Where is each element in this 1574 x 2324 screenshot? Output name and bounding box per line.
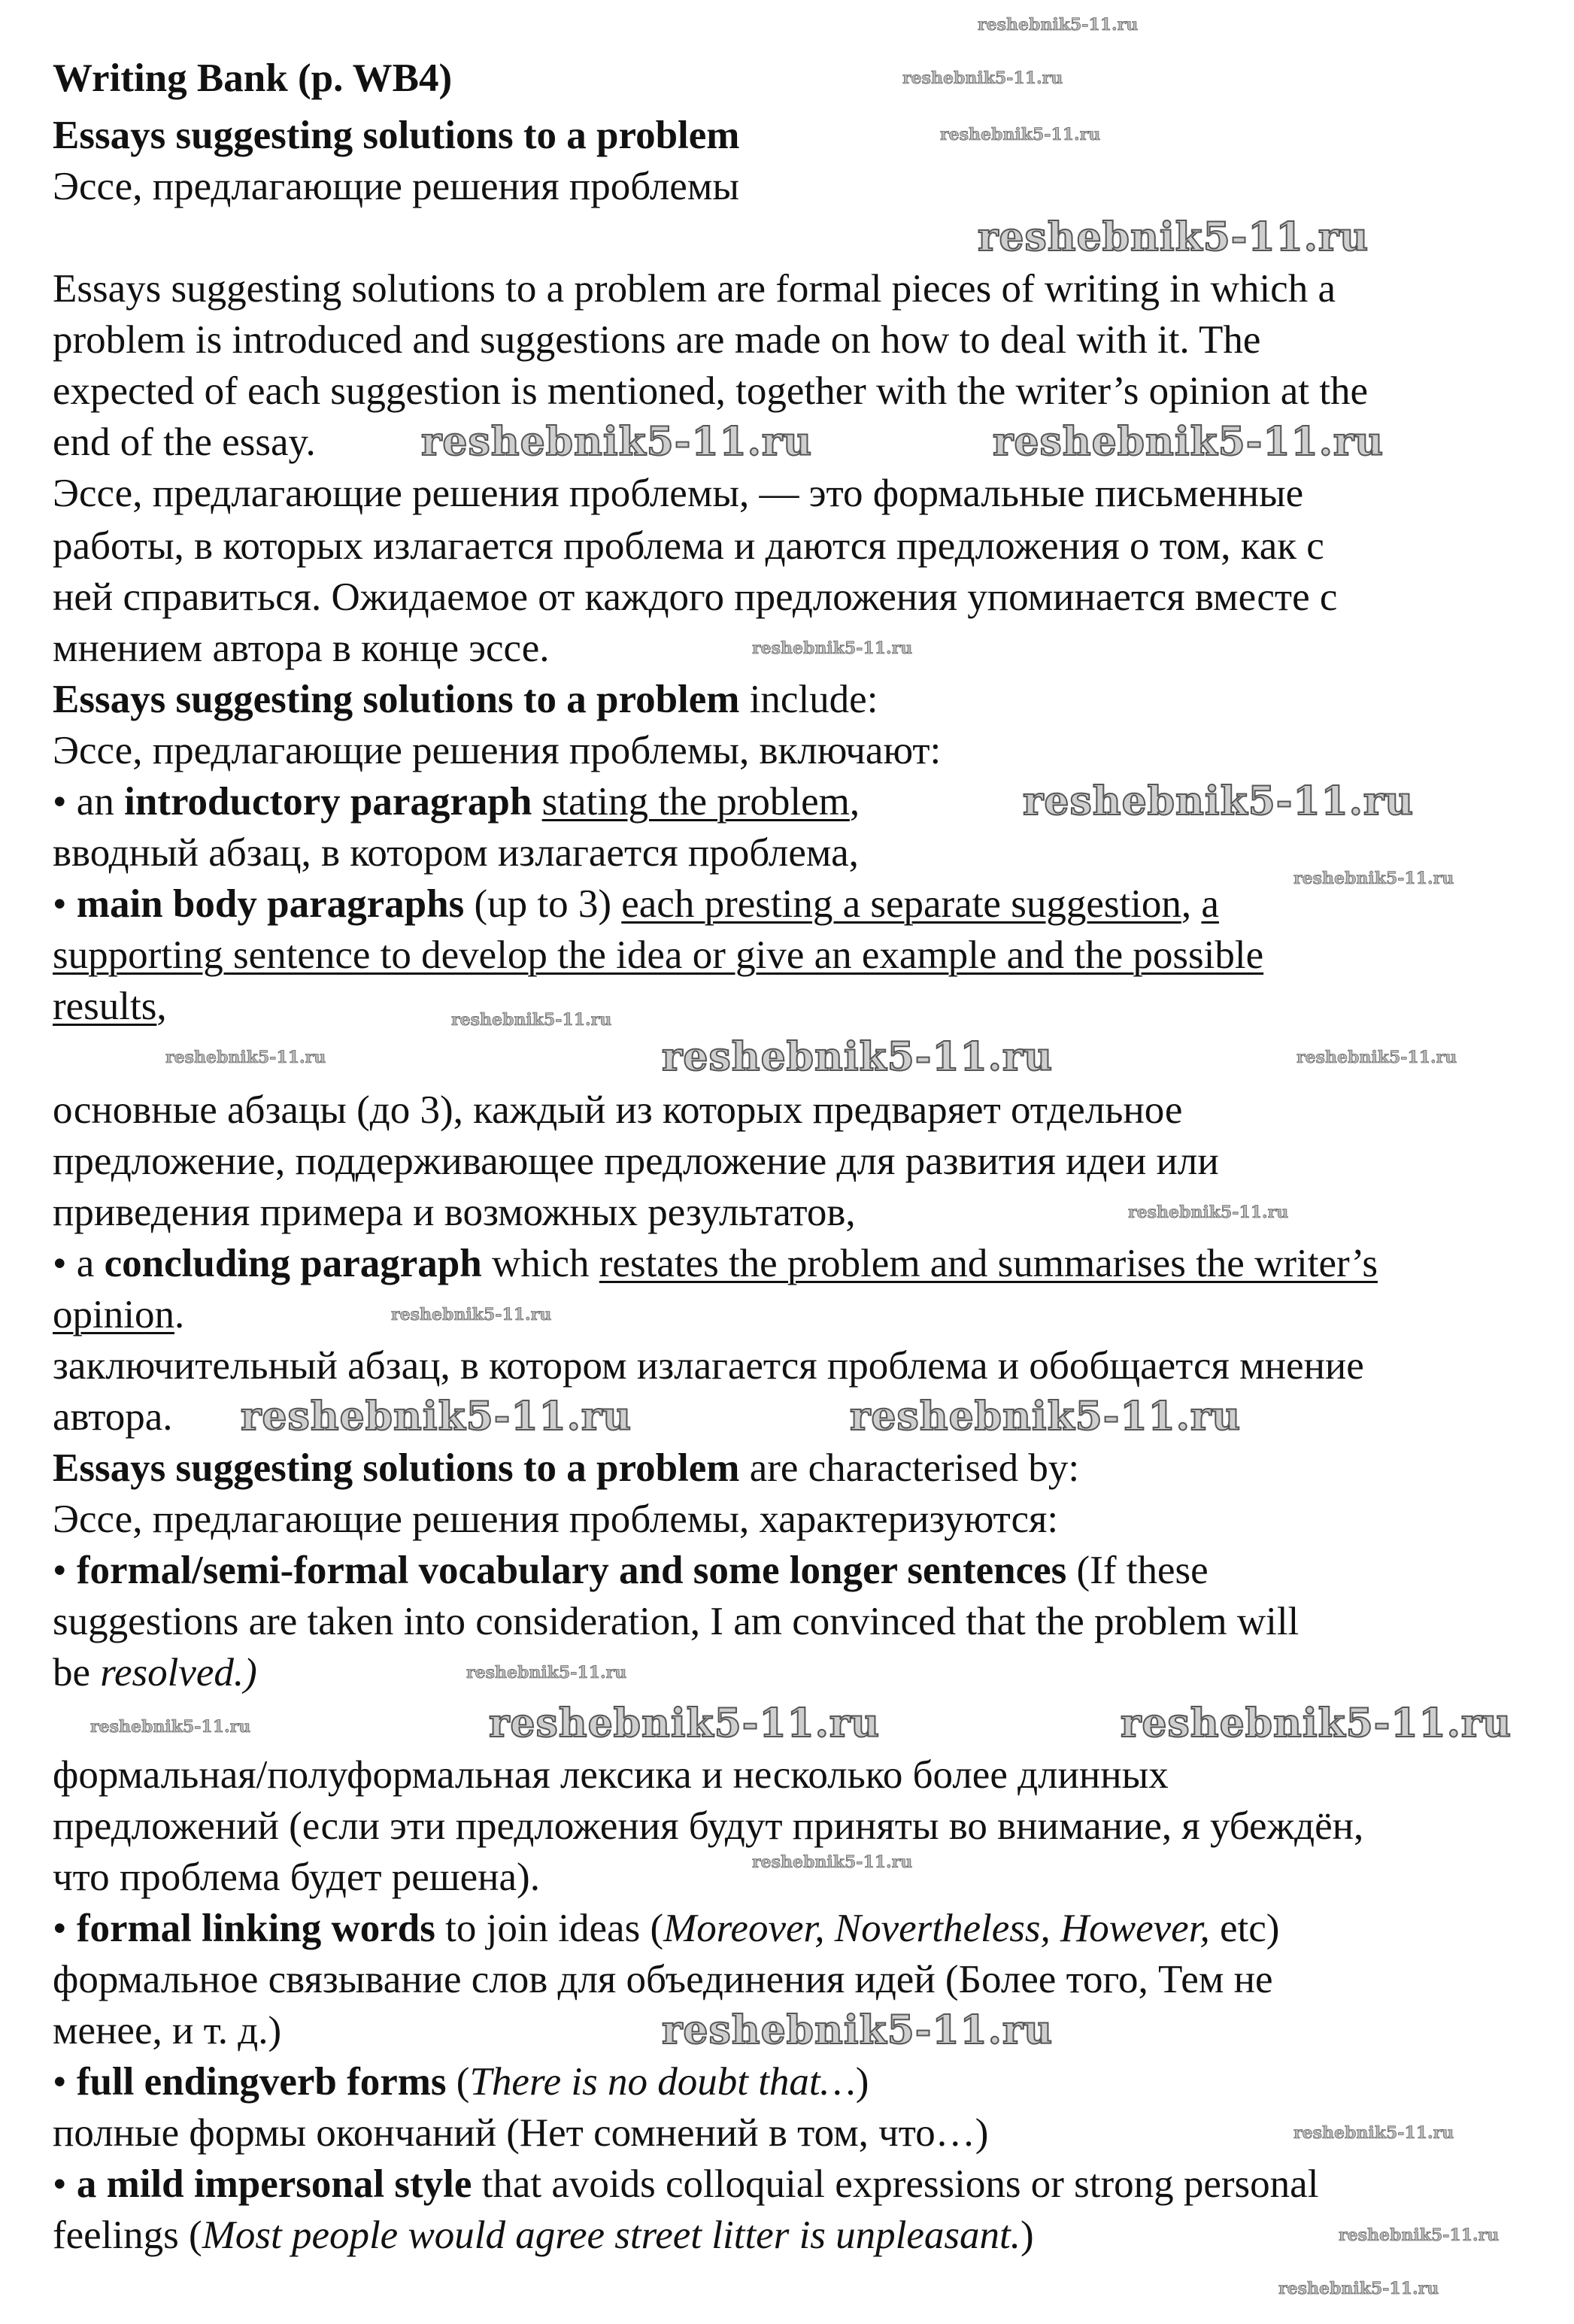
text-segment: (If these	[1066, 1549, 1209, 1592]
text-line	[53, 1647, 257, 1698]
watermark: reshebnik5-11.ru	[662, 1034, 1054, 1080]
bold-term: Essays suggesting solutions to a problem	[53, 114, 740, 157]
text-segment: вводный абзац, в котором излагается проблема,	[53, 831, 859, 875]
italic-example: Moreover, Novertheless, However,	[663, 1907, 1210, 1950]
text-line	[53, 1289, 184, 1340]
text-line	[53, 520, 1324, 572]
text-line	[53, 1801, 1363, 1852]
italic-example: There is no doubt that…	[469, 2060, 856, 2104]
text-segment: автора.	[53, 1395, 173, 1439]
watermark: reshebnik5-11.ru	[421, 419, 813, 465]
text-segment: •	[53, 882, 77, 926]
watermark: reshebnik5-11.ru	[752, 1852, 913, 1872]
text-line	[53, 2159, 1318, 2210]
watermark: reshebnik5-11.ru	[90, 1717, 251, 1737]
text-segment: менее, и т. д.)	[53, 2009, 282, 2052]
text-line	[53, 1903, 1279, 1954]
text-line	[53, 1238, 1378, 1289]
underlined-text: results	[53, 985, 157, 1028]
watermark: reshebnik5-11.ru	[489, 1701, 881, 1746]
text-line	[53, 930, 1263, 981]
text-line	[53, 2210, 1034, 2261]
text-segment: )	[855, 2060, 869, 2104]
watermark: reshebnik5-11.ru	[1278, 2279, 1439, 2298]
watermark: reshebnik5-11.ru	[451, 1010, 612, 1030]
text-line	[53, 1852, 540, 1903]
watermark: reshebnik5-11.ru	[902, 68, 1063, 88]
text-segment: include:	[739, 678, 878, 721]
underlined-text: opinion	[53, 1293, 174, 1336]
watermark: reshebnik5-11.ru	[978, 214, 1369, 260]
italic-example: resolved.)	[100, 1651, 257, 1694]
text-line	[53, 366, 1368, 417]
text-segment: which	[481, 1242, 599, 1285]
text-segment: feelings (	[53, 2213, 202, 2257]
text-segment: Essays suggesting solutions to a problem are formal pieces of writing in which a	[53, 267, 1336, 311]
text-line	[53, 623, 549, 674]
text-line	[53, 827, 859, 878]
text-segment: •	[53, 2162, 77, 2206]
bold-term: Writing Bank (p. WB4)	[53, 56, 453, 100]
text-segment: •	[53, 2060, 77, 2104]
text-segment: ней справиться. Ожидаемое от каждого предложения упоминается вместе с	[53, 575, 1338, 619]
text-segment: etc)	[1209, 1907, 1280, 1950]
text-segment: формальное связывание слов для объединения идей (Более того, Тем не	[53, 1958, 1273, 2001]
watermark: reshebnik5-11.ru	[1293, 869, 1454, 888]
text-line	[53, 417, 316, 468]
watermark: reshebnik5-11.ru	[978, 15, 1139, 35]
text-segment: формальная/полуформальная лексика и несколько более длинных	[53, 1753, 1169, 1797]
bold-term: formal/semi-formal vocabulary and some longer sentences	[76, 1549, 1067, 1592]
watermark: reshebnik5-11.ru	[1339, 2225, 1500, 2245]
text-segment: предложений (если эти предложения будут приняты во внимание, я убеждён,	[53, 1804, 1364, 1848]
text-line	[53, 2056, 869, 2107]
watermark: reshebnik5-11.ru	[752, 639, 913, 658]
text-line	[53, 725, 941, 776]
text-segment: (	[446, 2060, 470, 2104]
watermark: reshebnik5-11.ru	[1293, 2123, 1454, 2143]
text-segment: Эссе, предлагающие решения проблемы	[53, 165, 739, 208]
text-segment: полные формы окончаний (Нет сомнений в том, что…)	[53, 2111, 989, 2155]
text-line	[53, 1749, 1169, 1801]
text-line	[53, 314, 1260, 366]
bold-term: Essays suggesting solutions to a problem	[53, 678, 740, 721]
text-line	[53, 776, 860, 827]
text-line	[53, 1494, 1058, 1545]
text-segment: (up to 3)	[464, 882, 622, 926]
text-segment: предложение, поддерживающее предложение для развития идеи или	[53, 1139, 1219, 1183]
watermark: reshebnik5-11.ru	[1297, 1048, 1457, 1067]
text-segment: основные абзацы (до 3), каждый из которых предваряет отдельное	[53, 1088, 1183, 1132]
italic-example: Most people would agree street litter is unpleasant.	[202, 2213, 1021, 2257]
text-line	[53, 878, 1219, 930]
bold-term: main body paragraphs	[76, 882, 465, 926]
bold-term: introductory paragraph	[124, 780, 532, 824]
watermark: reshebnik5-11.ru	[1023, 778, 1415, 824]
text-line	[53, 263, 1336, 314]
text-line	[53, 1443, 1079, 1494]
text-line	[53, 1085, 1182, 1136]
watermark: reshebnik5-11.ru	[241, 1394, 632, 1440]
text-segment: • an	[53, 780, 125, 824]
bold-term: concluding paragraph	[104, 1242, 482, 1285]
text-segment: приведения примера и возможных результатов,	[53, 1191, 856, 1234]
watermark: reshebnik5-11.ru	[850, 1394, 1242, 1440]
underlined-text: a	[1201, 882, 1219, 926]
text-segment: работы, в которых излагается проблема и даются предложения о том, как с	[53, 524, 1324, 568]
text-line	[53, 572, 1337, 623]
text-segment: • a	[53, 1242, 105, 1285]
text-line	[53, 110, 739, 161]
text-segment: Эссе, предлагающие решения проблемы, — это формальные письменные	[53, 472, 1304, 515]
text-segment: ,	[1181, 882, 1202, 926]
bold-term: full endingverb forms	[76, 2060, 447, 2104]
watermark: reshebnik5-11.ru	[466, 1663, 627, 1682]
underlined-text: each presting a separate suggestion	[621, 882, 1181, 926]
bold-term: Essays suggesting solutions to a problem	[53, 1446, 740, 1490]
text-line	[53, 53, 452, 104]
text-line	[53, 1187, 856, 1238]
text-segment: мнением автора в конце эссе.	[53, 627, 550, 670]
underlined-text: stating the problem	[541, 780, 850, 824]
bold-term: formal linking words	[76, 1907, 435, 1950]
text-segment: .	[174, 1293, 185, 1336]
text-segment: •	[53, 1907, 77, 1950]
watermark: reshebnik5-11.ru	[1128, 1203, 1289, 1222]
text-segment: Эссе, предлагающие решения проблемы, включают:	[53, 729, 942, 772]
text-segment: что проблема будет решена).	[53, 1855, 540, 1899]
text-line	[53, 1954, 1273, 2005]
text-segment: end of the essay.	[53, 420, 316, 464]
bold-term: a mild impersonal style	[76, 2162, 472, 2206]
text-segment	[532, 780, 541, 824]
text-line	[53, 1391, 172, 1443]
text-segment: ,	[849, 780, 860, 824]
text-line	[53, 674, 878, 725]
text-line	[53, 2107, 988, 2159]
text-segment: are characterised by:	[739, 1446, 1080, 1490]
watermark: reshebnik5-11.ru	[662, 2007, 1054, 2053]
text-segment: suggestions are taken into consideration, I am convinced that the problem will	[53, 1600, 1300, 1643]
text-line	[53, 1545, 1209, 1596]
text-segment: заключительный абзац, в котором излагается проблема и обобщается мнение	[53, 1344, 1364, 1388]
text-segment: ,	[156, 985, 167, 1028]
watermark: reshebnik5-11.ru	[1121, 1701, 1512, 1746]
text-line	[53, 1340, 1364, 1391]
text-line	[53, 1136, 1219, 1187]
text-segment: •	[53, 1549, 77, 1592]
text-line	[53, 2005, 281, 2056]
watermark: reshebnik5-11.ru	[165, 1048, 326, 1067]
underlined-text: restates the problem and summarises the writer’s	[599, 1242, 1378, 1285]
text-segment: Эссе, предлагающие решения проблемы, характеризуются:	[53, 1497, 1059, 1541]
text-segment: to join ideas (	[435, 1907, 664, 1950]
text-line	[53, 1596, 1299, 1647]
text-segment: that avoids colloquial expressions or strong personal	[472, 2162, 1319, 2206]
underlined-text: supporting sentence to develop the idea or give an example and the possible	[53, 933, 1264, 977]
text-line	[53, 981, 167, 1032]
text-segment: problem is introduced and suggestions are made on how to deal with it. The	[53, 318, 1261, 362]
text-segment: expected of each suggestion is mentioned, together with the writer’s opinion at the	[53, 369, 1369, 413]
text-segment: )	[1021, 2213, 1034, 2257]
text-line	[53, 161, 739, 212]
watermark: reshebnik5-11.ru	[940, 125, 1101, 144]
text-segment: be	[53, 1651, 101, 1694]
text-line	[53, 468, 1303, 519]
watermark: reshebnik5-11.ru	[391, 1305, 552, 1324]
watermark: reshebnik5-11.ru	[993, 419, 1384, 465]
